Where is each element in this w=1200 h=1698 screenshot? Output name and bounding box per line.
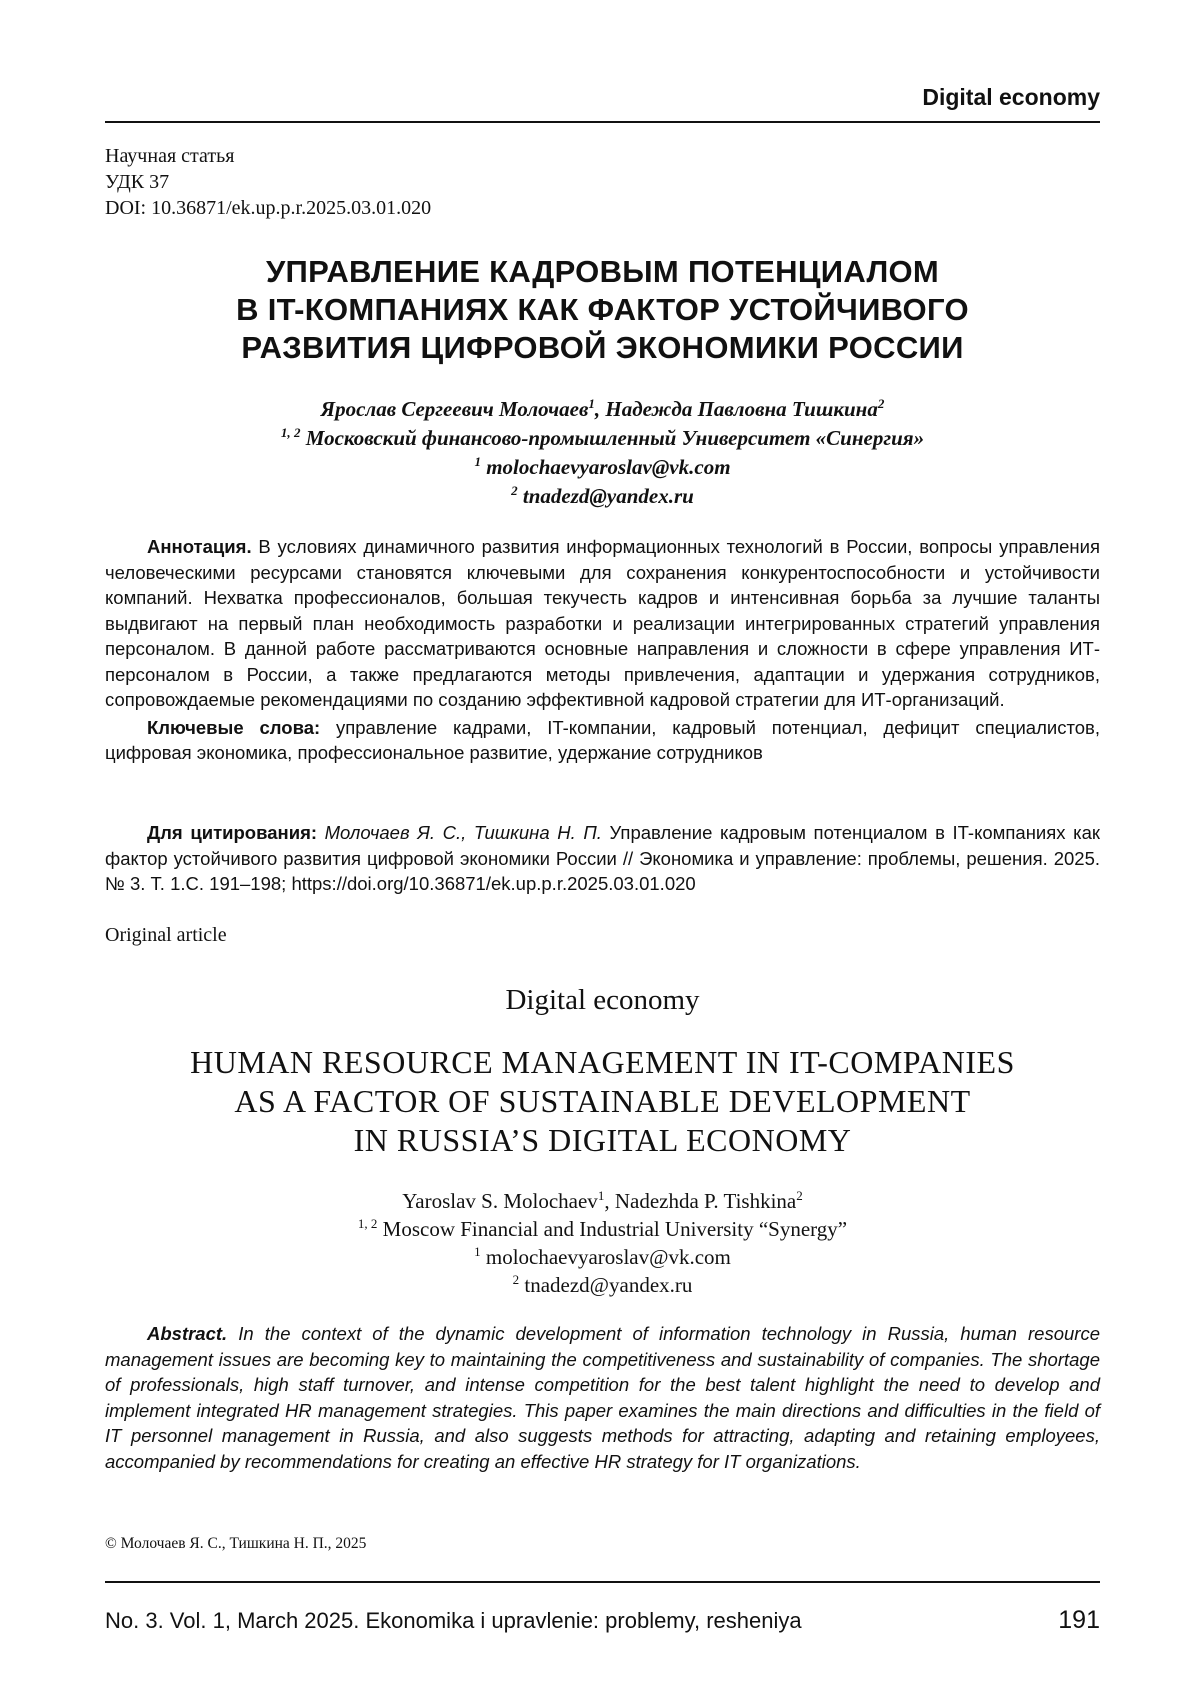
ru-author-2: Надежда Павловна Тишкина bbox=[605, 397, 877, 421]
ru-keywords: Ключевые слова: управление кадрами, IT-компании, кадровый потенциал, дефицит специалистов, цифровая экономика, профессиональное развитие, удержание сотрудников bbox=[105, 715, 1100, 766]
article-type: Научная статья bbox=[105, 143, 431, 169]
ru-authors: Ярослав Сергеевич Молочаев1, Надежда Павловна Тишкина2 bbox=[105, 395, 1100, 424]
ru-title bbox=[105, 253, 1100, 367]
udc-code: УДК 37 bbox=[105, 169, 431, 195]
en-affiliation: 1, 2 Moscow Financial and Industrial University “Synergy” bbox=[105, 1215, 1100, 1243]
en-authors-block bbox=[105, 1187, 1100, 1299]
ru-email-1: 1 molochaevyaroslav@vk.com bbox=[105, 453, 1100, 482]
citation-block: Для цитирования: Молочаев Я. С., Тишкина Н. П. Управление кадровым потенциалом в IT-компаниях как фактор устойчивого развития цифровой экономики России // Экономика и управление: проблемы, решения. 2025. № 3. Т. 1.С. 191–198; https://doi.org/10.36871/ek.up.p.r.2025.03.01.020 bbox=[105, 820, 1100, 897]
ru-annotation: Аннотация. В условиях динамичного развития информационных технологий в России, вопросы управления человеческими ресурсами становятся ключевыми для сохранения конкурентоспособности и устойчивости компаний. Нехватка профессионалов, большая текучесть кадров и интенсивная борьба за лучшие таланты выдвигают на первый план необходимость разработки и реализации интегрированных стратегий управления персоналом. В данной работе рассматриваются основные направления и сложности в сфере управления ИТ-персоналом в России, а также предлагаются методы привлечения, адаптации и удержания сотрудников, сопровождаемые рекомендациями по созданию эффективной кадровой стратегии для ИТ-организаций. bbox=[105, 534, 1100, 713]
en-author-1: Yaroslav S. Molochaev bbox=[402, 1189, 598, 1213]
ru-title-line: УПРАВЛЕНИЕ КАДРОВЫМ ПОТЕНЦИАЛОМ bbox=[105, 253, 1100, 291]
footer-journal: No. 3. Vol. 1, March 2025. Ekonomika i upravlenie: problemy, resheniya bbox=[105, 1608, 802, 1634]
ru-affiliation: 1, 2 Московский финансово-промышленный Университет «Синергия» bbox=[105, 424, 1100, 453]
en-title-line: AS A FACTOR OF SUSTAINABLE DEVELOPMENT bbox=[105, 1082, 1100, 1121]
en-title-line: HUMAN RESOURCE MANAGEMENT IN IT-COMPANIES bbox=[105, 1043, 1100, 1082]
en-authors: Yaroslav S. Molochaev1, Nadezhda P. Tishkina2 bbox=[105, 1187, 1100, 1215]
en-section-title: Digital economy bbox=[105, 984, 1100, 1017]
original-article-label: Original article bbox=[105, 924, 227, 947]
header-rule bbox=[105, 121, 1100, 123]
footer-rule bbox=[105, 1581, 1100, 1583]
article-meta bbox=[105, 143, 431, 221]
copyright: © Молочаев Я. С., Тишкина Н. П., 2025 bbox=[105, 1535, 366, 1553]
en-email-2: 2 tnadezd@yandex.ru bbox=[105, 1271, 1100, 1299]
ru-author-1: Ярослав Сергеевич Молочаев bbox=[321, 397, 589, 421]
en-title bbox=[105, 1043, 1100, 1160]
ru-abstract bbox=[105, 534, 1100, 766]
ru-email-2: 2 tnadezd@yandex.ru bbox=[105, 482, 1100, 511]
ru-title-line: РАЗВИТИЯ ЦИФРОВОЙ ЭКОНОМИКИ РОССИИ bbox=[105, 329, 1100, 367]
running-head: Digital economy bbox=[922, 84, 1100, 111]
en-email-1: 1 molochaevyaroslav@vk.com bbox=[105, 1243, 1100, 1271]
en-abstract: Abstract. In the context of the dynamic development of information technology in Russia, human resource management issues are becoming key to maintaining the competitiveness and sustainability of companies. The shortage of professionals, high staff turnover, and intense competition for the best talent highlight the need to develop and implement integrated HR management strategies. This paper examines the main directions and difficulties in the field of IT personnel management in Russia, and also suggests methods for attracting, adapting and retaining employees, accompanied by recommendations for creating an effective HR strategy for IT organizations. bbox=[105, 1321, 1100, 1474]
ru-authors-block bbox=[105, 395, 1100, 511]
ru-title-line: В IT-КОМПАНИЯХ КАК ФАКТОР УСТОЙЧИВОГО bbox=[105, 291, 1100, 329]
doi: DOI: 10.36871/ek.up.p.r.2025.03.01.020 bbox=[105, 195, 431, 221]
page-number: 191 bbox=[1058, 1606, 1100, 1635]
en-author-2: Nadezhda P. Tishkina bbox=[615, 1189, 796, 1213]
en-title-line: IN RUSSIA’S DIGITAL ECONOMY bbox=[105, 1121, 1100, 1160]
